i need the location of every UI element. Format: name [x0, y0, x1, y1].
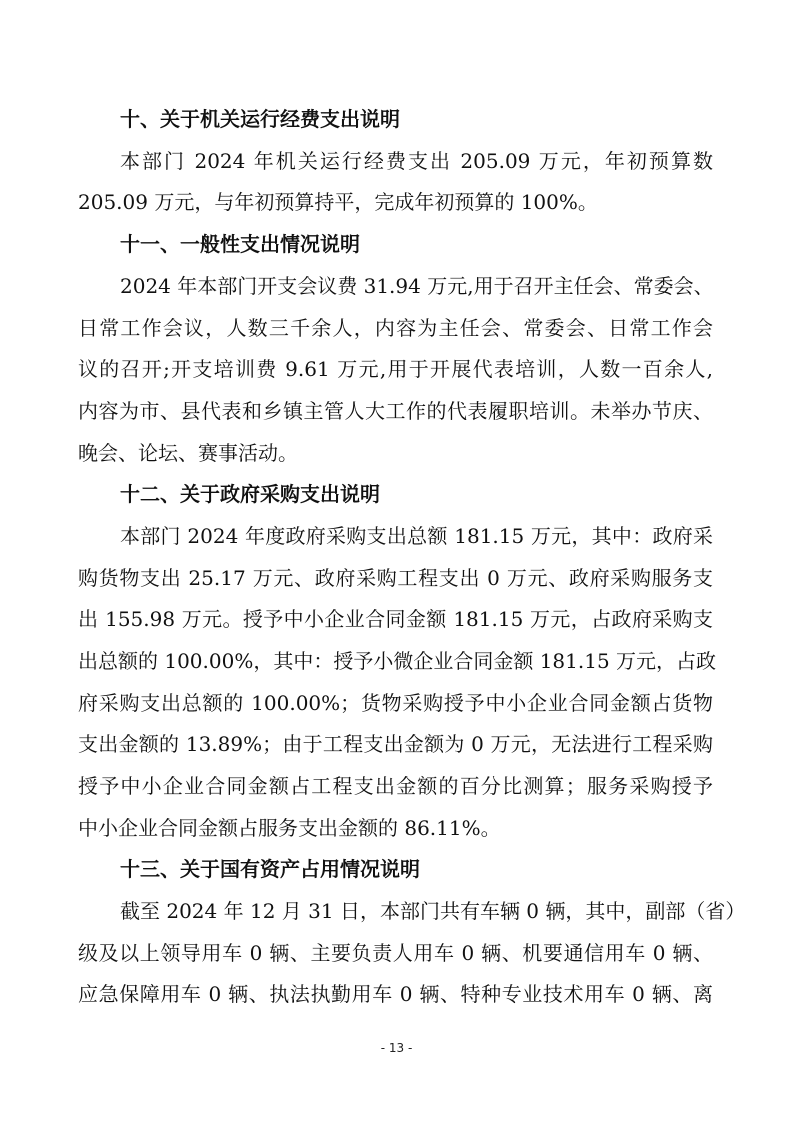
paragraph-line: 本部门 2024 年度政府采购支出总额 181.15 万元，其中：政府采: [120, 524, 713, 548]
paragraph-line: 府采购支出总额的 100.00%；货物采购授予中小企业合同金额占货物: [78, 691, 713, 715]
page-number: - 13 -: [380, 1041, 413, 1055]
paragraph-line: 购货物支出 25.17 万元、政府采购工程支出 0 万元、政府采购服务支: [78, 566, 713, 590]
section-heading-12: 十二、关于政府采购支出说明: [120, 482, 380, 506]
paragraph-line: 议的召开;开支培训费 9.61 万元,用于开展代表培训，人数一百余人,: [78, 357, 713, 381]
section-heading-11: 十一、一般性支出情况说明: [120, 232, 360, 256]
paragraph-line: 205.09 万元，与年初预算持平，完成年初预算的 100%。: [78, 190, 598, 214]
paragraph-line: 应急保障用车 0 辆、执法执勤用车 0 辆、特种专业技术用车 0 辆、离: [78, 982, 713, 1006]
paragraph-line: 出 155.98 万元。授予中小企业合同金额 181.15 万元，占政府采购支: [78, 607, 713, 631]
section-heading-10: 十、关于机关运行经费支出说明: [120, 107, 400, 131]
paragraph-line: 级及以上领导用车 0 辆、主要负责人用车 0 辆、机要通信用车 0 辆、: [78, 941, 713, 965]
paragraph-line: 晚会、论坛、赛事活动。: [78, 441, 298, 465]
paragraph-line: 中小企业合同金额占服务支出金额的 86.11%。: [78, 816, 501, 840]
paragraph-line: 出总额的 100.00%，其中：授予小微企业合同金额 181.15 万元，占政: [78, 649, 717, 673]
paragraph-line: 截至 2024 年 12 月 31 日，本部门共有车辆 0 辆，其中，副部（省）: [120, 899, 746, 923]
paragraph-line: 内容为市、县代表和乡镇主管人大工作的代表履职培训。未举办节庆、: [78, 399, 713, 423]
paragraph-line: 授予中小企业合同金额占工程支出金额的百分比测算；服务采购授予: [78, 774, 713, 798]
paragraph-line: 本部门 2024 年机关运行经费支出 205.09 万元，年初预算数: [120, 149, 713, 173]
paragraph-line: 支出金额的 13.89%；由于工程支出金额为 0 万元，无法进行工程采购: [78, 732, 713, 756]
section-heading-13: 十三、关于国有资产占用情况说明: [120, 857, 420, 881]
paragraph-line: 日常工作会议，人数三千余人，内容为主任会、常委会、日常工作会: [78, 316, 713, 340]
paragraph-line: 2024 年本部门开支会议费 31.94 万元,用于召开主任会、常委会、: [120, 274, 714, 298]
